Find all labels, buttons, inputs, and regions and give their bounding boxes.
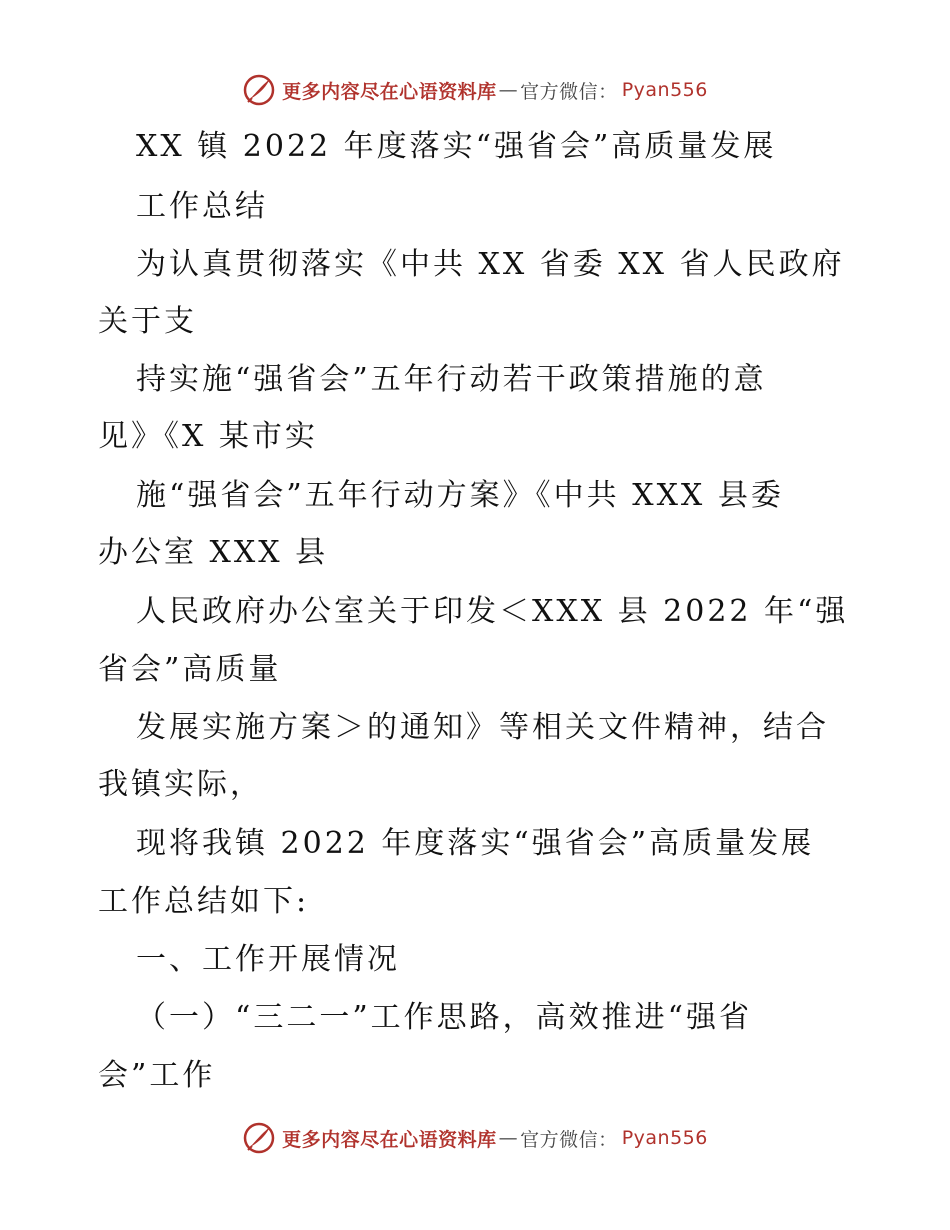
- feather-pen-logo-icon: [242, 1121, 276, 1155]
- feather-pen-logo-icon: [242, 73, 276, 107]
- subsection-heading-line-1: （一）“三二一”工作思路，高效推进“强省: [136, 1000, 753, 1035]
- banner-wechat-id: Pyan556: [621, 1127, 708, 1149]
- banner-label: 官方微信：: [520, 1128, 618, 1151]
- paragraph-line: 为认真贯彻落实《中共 XX 省委 XX 省人民政府: [136, 247, 845, 282]
- banner-site-text: 更多内容尽在心语资料库: [282, 1128, 497, 1151]
- paragraph-line: 关于支: [98, 304, 197, 339]
- footer-banner: [0, 1118, 950, 1158]
- subsection-heading-line-2: 会”工作: [98, 1058, 216, 1093]
- document-title-line-2: 工作总结: [136, 189, 268, 224]
- banner-label: 官方微信：: [520, 80, 618, 103]
- paragraph-line: 省会”高质量: [98, 652, 282, 687]
- paragraph-line: 现将我镇 2022 年度落实“强省会”高质量发展: [136, 826, 815, 861]
- banner-text: [282, 1125, 708, 1152]
- section-heading: 一、工作开展情况: [136, 942, 400, 977]
- banner-site-text: 更多内容尽在心语资料库: [282, 80, 497, 103]
- paragraph-line: 人民政府办公室关于印发＜XXX 县 2022 年“强: [136, 594, 849, 629]
- banner-text: [282, 77, 708, 104]
- paragraph-line: 见》《X 某市实: [98, 419, 318, 454]
- banner-dash: —: [498, 1127, 519, 1149]
- banner-dash: —: [498, 79, 519, 101]
- paragraph-line: 办公室 XXX 县: [98, 535, 329, 570]
- document-title-line-1: XX 镇 2022 年度落实“强省会”高质量发展: [136, 129, 777, 164]
- banner-wechat-id: Pyan556: [621, 79, 708, 101]
- paragraph-line: 持实施“强省会”五年行动若干政策措施的意: [136, 362, 767, 397]
- header-banner: [0, 70, 950, 110]
- paragraph-line: 发展实施方案＞的通知》等相关文件精神，结合: [136, 710, 829, 745]
- paragraph-line: 施“强省会”五年行动方案》《中共 XXX 县委: [136, 478, 784, 513]
- paragraph-line: 我镇实际，: [98, 767, 263, 802]
- paragraph-line: 工作总结如下:: [98, 884, 310, 919]
